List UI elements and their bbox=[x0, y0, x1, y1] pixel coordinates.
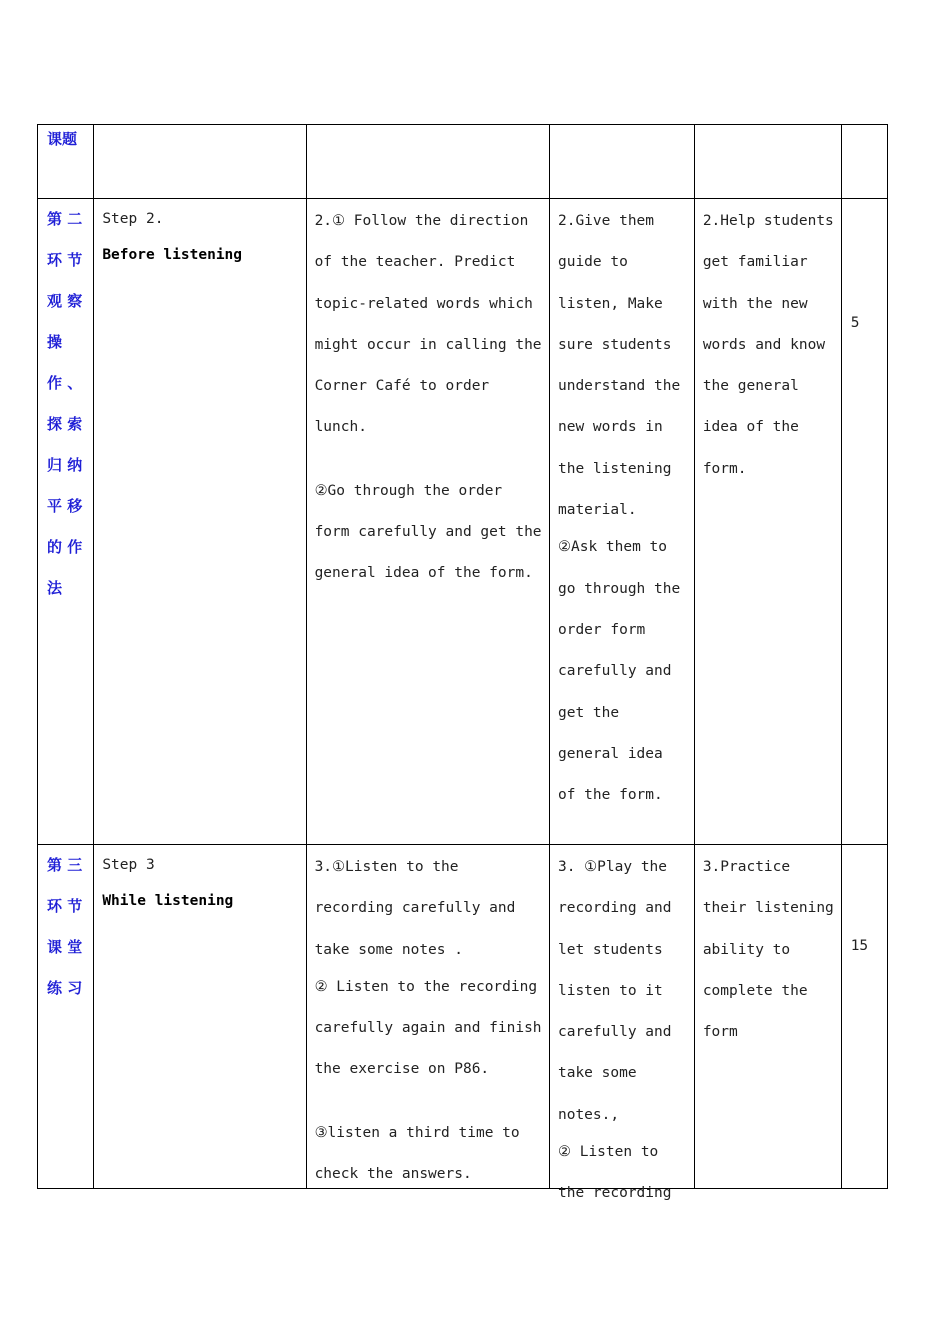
header-empty-cell bbox=[694, 125, 841, 199]
step-number: Step 3 bbox=[102, 857, 155, 873]
teacher-activity-2: ②Ask them to go through the order form carefully and get the general idea of the form. bbox=[557, 539, 681, 804]
student-activity-1: 2.① Follow the direction of the teacher. Predict topic-related words which might occur in calling the Corner Café to order lunch. bbox=[314, 213, 542, 436]
step-number: Step 2. bbox=[102, 211, 164, 227]
stage-label: 第三环节课堂练习 bbox=[47, 856, 88, 997]
step-name: Before listening bbox=[102, 247, 243, 263]
student-activity-2: ②Go through the order form carefully and get the general idea of the form. bbox=[314, 482, 542, 582]
header-empty-cell bbox=[549, 125, 694, 199]
step-cell bbox=[94, 199, 306, 845]
lesson-plan-table bbox=[37, 124, 888, 1202]
student-activity-cell bbox=[306, 845, 549, 1189]
table-row bbox=[38, 845, 888, 1189]
header-empty-cell bbox=[306, 125, 549, 199]
minutes-cell bbox=[841, 845, 887, 1189]
teacher-activity-2: ② Listen to the recording bbox=[557, 1144, 672, 1202]
teacher-activity-cell bbox=[549, 199, 694, 845]
student-activity-cell bbox=[306, 199, 549, 845]
stage-cell bbox=[38, 199, 94, 845]
teacher-activity-cell bbox=[549, 845, 694, 1202]
table-row bbox=[38, 199, 888, 845]
stage-label: 第二环节观察操作、探索归纳平移的作法 bbox=[47, 210, 88, 597]
table-header-row bbox=[38, 125, 888, 199]
student-activity-3: ③listen a third time to check the answers. bbox=[314, 1124, 520, 1183]
teacher-activity-1: 2.Give them guide to listen, Make sure students understand the new words in the listening material. bbox=[557, 213, 681, 519]
student-activity-2: ② Listen to the recording carefully again and finish the exercise on P86. bbox=[314, 978, 542, 1078]
minutes-value: 5 bbox=[850, 315, 860, 331]
header-empty-cell bbox=[94, 125, 306, 199]
student-activity-1: 3.①Listen to the recording carefully and take some notes . bbox=[314, 859, 516, 958]
step-name: While listening bbox=[102, 893, 234, 909]
teacher-activity-1: 3. ①Play the recording and let students listen to it carefully and take some notes., bbox=[557, 859, 672, 1123]
header-title: 课题 bbox=[47, 130, 78, 148]
header-empty-cell bbox=[841, 125, 887, 199]
step-cell bbox=[94, 845, 306, 1189]
stage-cell bbox=[38, 845, 94, 1189]
purpose-text: 2.Help students get familiar with the new words and know the general idea of the form. bbox=[702, 213, 834, 477]
header-title-cell bbox=[38, 125, 94, 199]
minutes-cell bbox=[841, 199, 887, 845]
purpose-cell bbox=[694, 199, 841, 845]
minutes-value: 15 bbox=[850, 938, 869, 954]
purpose-cell bbox=[694, 845, 841, 1189]
purpose-text: 3.Practice their listening ability to complete the form bbox=[702, 859, 834, 1041]
